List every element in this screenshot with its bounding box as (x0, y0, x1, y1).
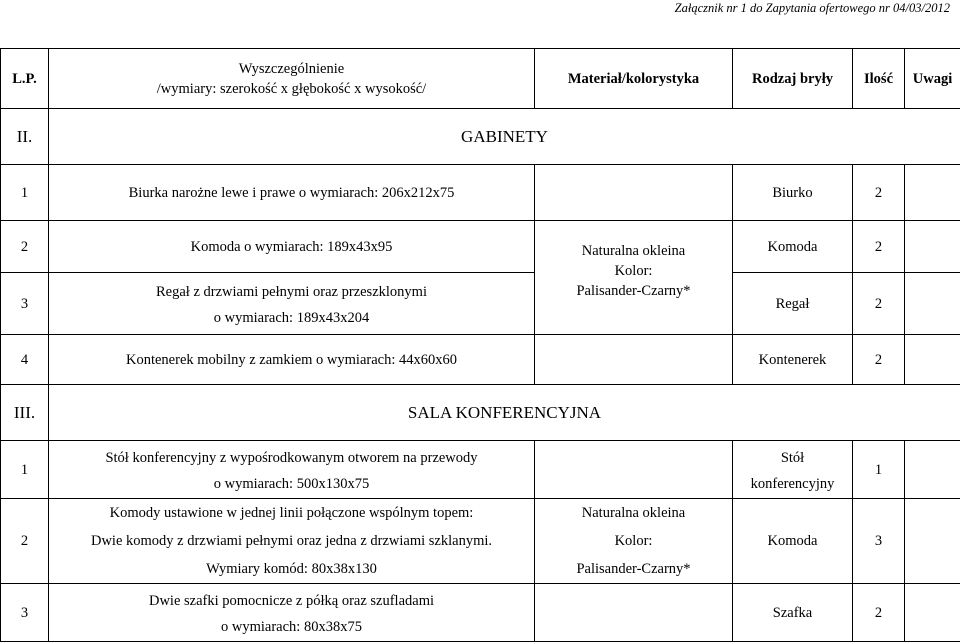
row-description: Kontenerek mobilny z zamkiem o wymiarach: 44x60x60 (49, 335, 535, 385)
table-row (1, 165, 960, 221)
row-qty: 2 (853, 165, 905, 221)
row-type: Regał (733, 273, 853, 335)
row-description (49, 584, 535, 642)
row-lp: 2 (1, 221, 49, 273)
row-notes (905, 221, 960, 273)
desc-line: Regał z drzwiami pełnymi oraz przeszklonymi (51, 278, 532, 306)
table-row (1, 441, 960, 499)
desc-line: Dwie szafki pomocnicze z półką oraz szufladami (51, 587, 532, 615)
table-row (1, 221, 960, 273)
row-notes (905, 499, 960, 584)
material-line: Palisander-Czarny* (537, 555, 730, 583)
section-number: II. (1, 109, 49, 165)
row-material (535, 584, 733, 642)
row-qty: 2 (853, 221, 905, 273)
row-qty: 2 (853, 584, 905, 642)
row-lp: 1 (1, 165, 49, 221)
row-notes (905, 273, 960, 335)
desc-line: o wymiarach: 189x43x204 (51, 306, 532, 330)
table-header-row (1, 49, 960, 109)
table-row (1, 335, 960, 385)
section-row (1, 109, 960, 165)
row-notes (905, 584, 960, 642)
row-type: Biurko (733, 165, 853, 221)
row-material (535, 441, 733, 499)
desc-line: Wymiary komód: 80x38x130 (51, 555, 532, 583)
row-material (535, 165, 733, 221)
row-description: Komoda o wymiarach: 189x43x95 (49, 221, 535, 273)
row-qty: 3 (853, 499, 905, 584)
col-header-material: Materiał/kolorystyka (535, 49, 733, 109)
row-material (535, 221, 733, 335)
row-lp: 3 (1, 584, 49, 642)
type-line: konferencyjny (735, 472, 850, 496)
material-line: Naturalna okleina (537, 499, 730, 527)
row-type: Komoda (733, 499, 853, 584)
row-description (49, 273, 535, 335)
material-line: Kolor: (537, 527, 730, 555)
col-header-qty: Ilość (853, 49, 905, 109)
row-lp: 3 (1, 273, 49, 335)
row-description (49, 499, 535, 584)
desc-line: o wymiarach: 80x38x75 (51, 615, 532, 639)
row-type: Komoda (733, 221, 853, 273)
spacer (537, 301, 730, 315)
row-description (49, 441, 535, 499)
row-material (535, 499, 733, 584)
desc-line: Stół konferencyjny z wypośrodkowanym otworem na przewody (51, 444, 532, 472)
desc-line: o wymiarach: 500x130x75 (51, 472, 532, 496)
row-notes (905, 335, 960, 385)
material-line: Palisander-Czarny* (537, 281, 730, 301)
section-title: GABINETY (49, 109, 960, 165)
offer-table (0, 48, 960, 642)
section-number: III. (1, 385, 49, 441)
material-line: Naturalna okleina (537, 241, 730, 261)
row-qty: 1 (853, 441, 905, 499)
row-notes (905, 441, 960, 499)
col-header-notes: Uwagi (905, 49, 960, 109)
row-type (733, 441, 853, 499)
row-notes (905, 165, 960, 221)
table-row (1, 499, 960, 584)
desc-line: Dwie komody z drzwiami pełnymi oraz jedna z drzwiami szklanymi. (51, 527, 532, 555)
col-header-description (49, 49, 535, 109)
section-title: SALA KONFERENCYJNA (49, 385, 960, 441)
table-row (1, 584, 960, 642)
type-line: Stół (735, 444, 850, 472)
table-row (1, 273, 960, 335)
header-note: Załącznik nr 1 do Zapytania ofertowego nr 04/03/2012 (675, 0, 950, 18)
col-header-desc-subtitle: /wymiary: szerokość x głębokość x wysokość/ (51, 79, 532, 99)
row-description: Biurka narożne lewe i prawe o wymiarach: 206x212x75 (49, 165, 535, 221)
row-lp: 1 (1, 441, 49, 499)
row-lp: 4 (1, 335, 49, 385)
row-type: Szafka (733, 584, 853, 642)
row-material (535, 335, 733, 385)
row-type: Kontenerek (733, 335, 853, 385)
row-qty: 2 (853, 335, 905, 385)
row-lp: 2 (1, 499, 49, 584)
section-row (1, 385, 960, 441)
col-header-desc-title: Wyszczególnienie (51, 59, 532, 79)
col-header-type: Rodzaj bryły (733, 49, 853, 109)
desc-line: Komody ustawione w jednej linii połączone wspólnym topem: (51, 499, 532, 527)
material-line: Kolor: (537, 261, 730, 281)
col-header-lp: L.P. (1, 49, 49, 109)
row-qty: 2 (853, 273, 905, 335)
